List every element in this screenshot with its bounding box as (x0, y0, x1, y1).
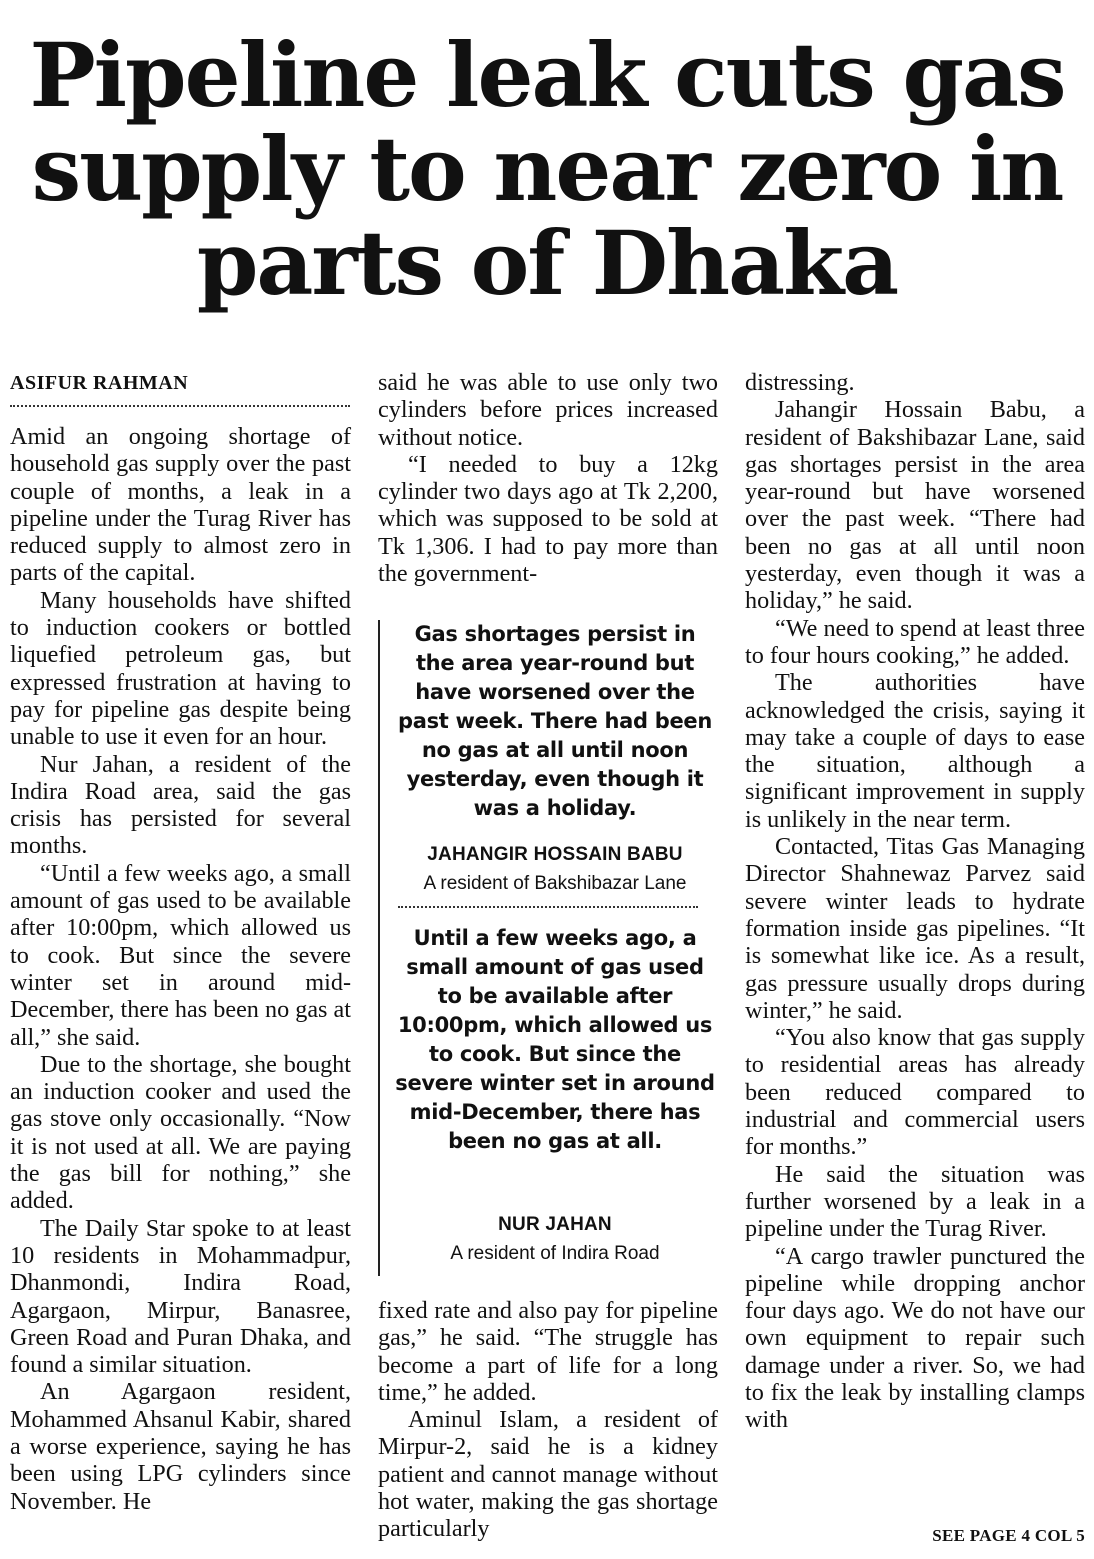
paragraph: “You also know that gas supply to residential areas has already been reduced compared to industrial and commercial users for months.” (745, 1024, 1085, 1161)
pullquote-box (378, 616, 718, 1276)
paragraph: The Daily Star spoke to at least 10 residents in Mohammadpur, Dhanmondi, Indira Road, Agargaon, Mirpur, Banasree, Green Road and Puran Dhaka, and found a similar situation. (10, 1214, 351, 1379)
paragraph: Aminul Islam, a resident of Mirpur-2, said he is a kidney patient and cannot manage without hot water, making the gas shortage particularly (378, 1406, 718, 1543)
article-column-3 (745, 369, 1085, 1434)
pullquote-rule (378, 620, 380, 1276)
paragraph: “A cargo trawler punctured the pipeline while dropping anchor four days ago. We do not have our own equipment to repair such damage under a river. So, we had to fix the leak by installing clamps with (745, 1242, 1085, 1434)
paragraph: “I needed to buy a 12kg cylinder two days ago at Tk 2,200, which was supposed to be sold at Tk 1,306. I had to pay more than the government- (378, 450, 718, 588)
pullquote-text: Until a few weeks ago, a small amount of gas used to be available after 10:00pm, which allowed us to cook. But since the severe winter set in around mid-December, there has been no gas at all. (395, 926, 715, 1153)
paragraph: “We need to spend at least three to four hours cooking,” he added. (745, 614, 1085, 669)
paragraph: said he was able to use only two cylinders before prices increased without notice. (378, 369, 718, 451)
article-column-2-bottom (378, 1297, 718, 1543)
pullquote-attribution-name: JAHANGIR HOSSAIN BABU (427, 844, 683, 865)
paragraph: Nur Jahan, a resident of the Indira Road area, said the gas crisis has persisted for several months. (10, 750, 351, 860)
paragraph: Many households have shifted to induction cookers or bottled liquefied petroleum gas, but expressed frustration at having to pay for pipeline gas despite being unable to use it even for an hour. (10, 586, 351, 751)
pullquote-text: Gas shortages persist in the area year-round but have worsened over the past week. There had been no gas at all until noon yesterday, even though it was a holiday. (397, 622, 713, 820)
paragraph: He said the situation was further worsened by a leak in a pipeline under the Turag River. (745, 1160, 1085, 1243)
byline: ASIFUR RAHMAN (10, 372, 189, 394)
paragraph: The authorities have acknowledged the crisis, saying it may take a couple of days to ease the situation, although a significant improvement in supply is unlikely in the near term. (745, 669, 1085, 833)
paragraph: Jahangir Hossain Babu, a resident of Bakshibazar Lane, said gas shortages persist in the area year-round but have worsened over the past week. “There had been no gas at all until noon yesterday, even though it was a holiday,” he said. (745, 396, 1085, 615)
paragraph: Due to the shortage, she bought an induction cooker and used the gas stove only occasionally. “Now it is not used at all. We are paying the gas bill for nothing,” she added. (10, 1050, 351, 1215)
paragraph: An Agargaon resident, Mohammed Ahsanul Kabir, shared a worse experience, saying he has been using LPG cylinders since November. He (10, 1378, 351, 1515)
pullquote-attribution-role: A resident of Bakshibazar Lane (423, 873, 687, 894)
pullquote-attribution-role: A resident of Indira Road (450, 1243, 660, 1264)
paragraph: fixed rate and also pay for pipeline gas,” he said. “The struggle has become a part of life for a long time,” he added. (378, 1297, 718, 1406)
paragraph: Contacted, Titas Gas Managing Director Shahnewaz Parvez said severe winter leads to hydrate formation inside gas pipelines. “It is somewhat like ice. As a result, gas pressure usually drops during winter,” he said. (745, 833, 1085, 1024)
headline: Pipeline leak cuts gas supply to near zero in parts of Dhaka (29, 23, 1065, 315)
paragraph: distressing. (745, 369, 855, 396)
paragraph: Amid an ongoing shortage of household gas supply over the past couple of months, a leak in a pipeline under the Turag River has reduced supply to almost zero in parts of the capital. (10, 423, 351, 587)
article-column-2-top (378, 369, 718, 587)
article-column-1 (10, 423, 351, 1515)
pullquote-divider (398, 906, 698, 908)
continuation-jump-line[interactable]: SEE PAGE 4 COL 5 (932, 1526, 1085, 1545)
pullquote-attribution-name: NUR JAHAN (498, 1214, 612, 1235)
byline-divider (10, 405, 350, 407)
paragraph: “Until a few weeks ago, a small amount of gas used to be available after 10:00pm, which allowed us to cook. But since the severe winter set in around mid-December, there has been no gas at all,” she said. (10, 859, 351, 1051)
